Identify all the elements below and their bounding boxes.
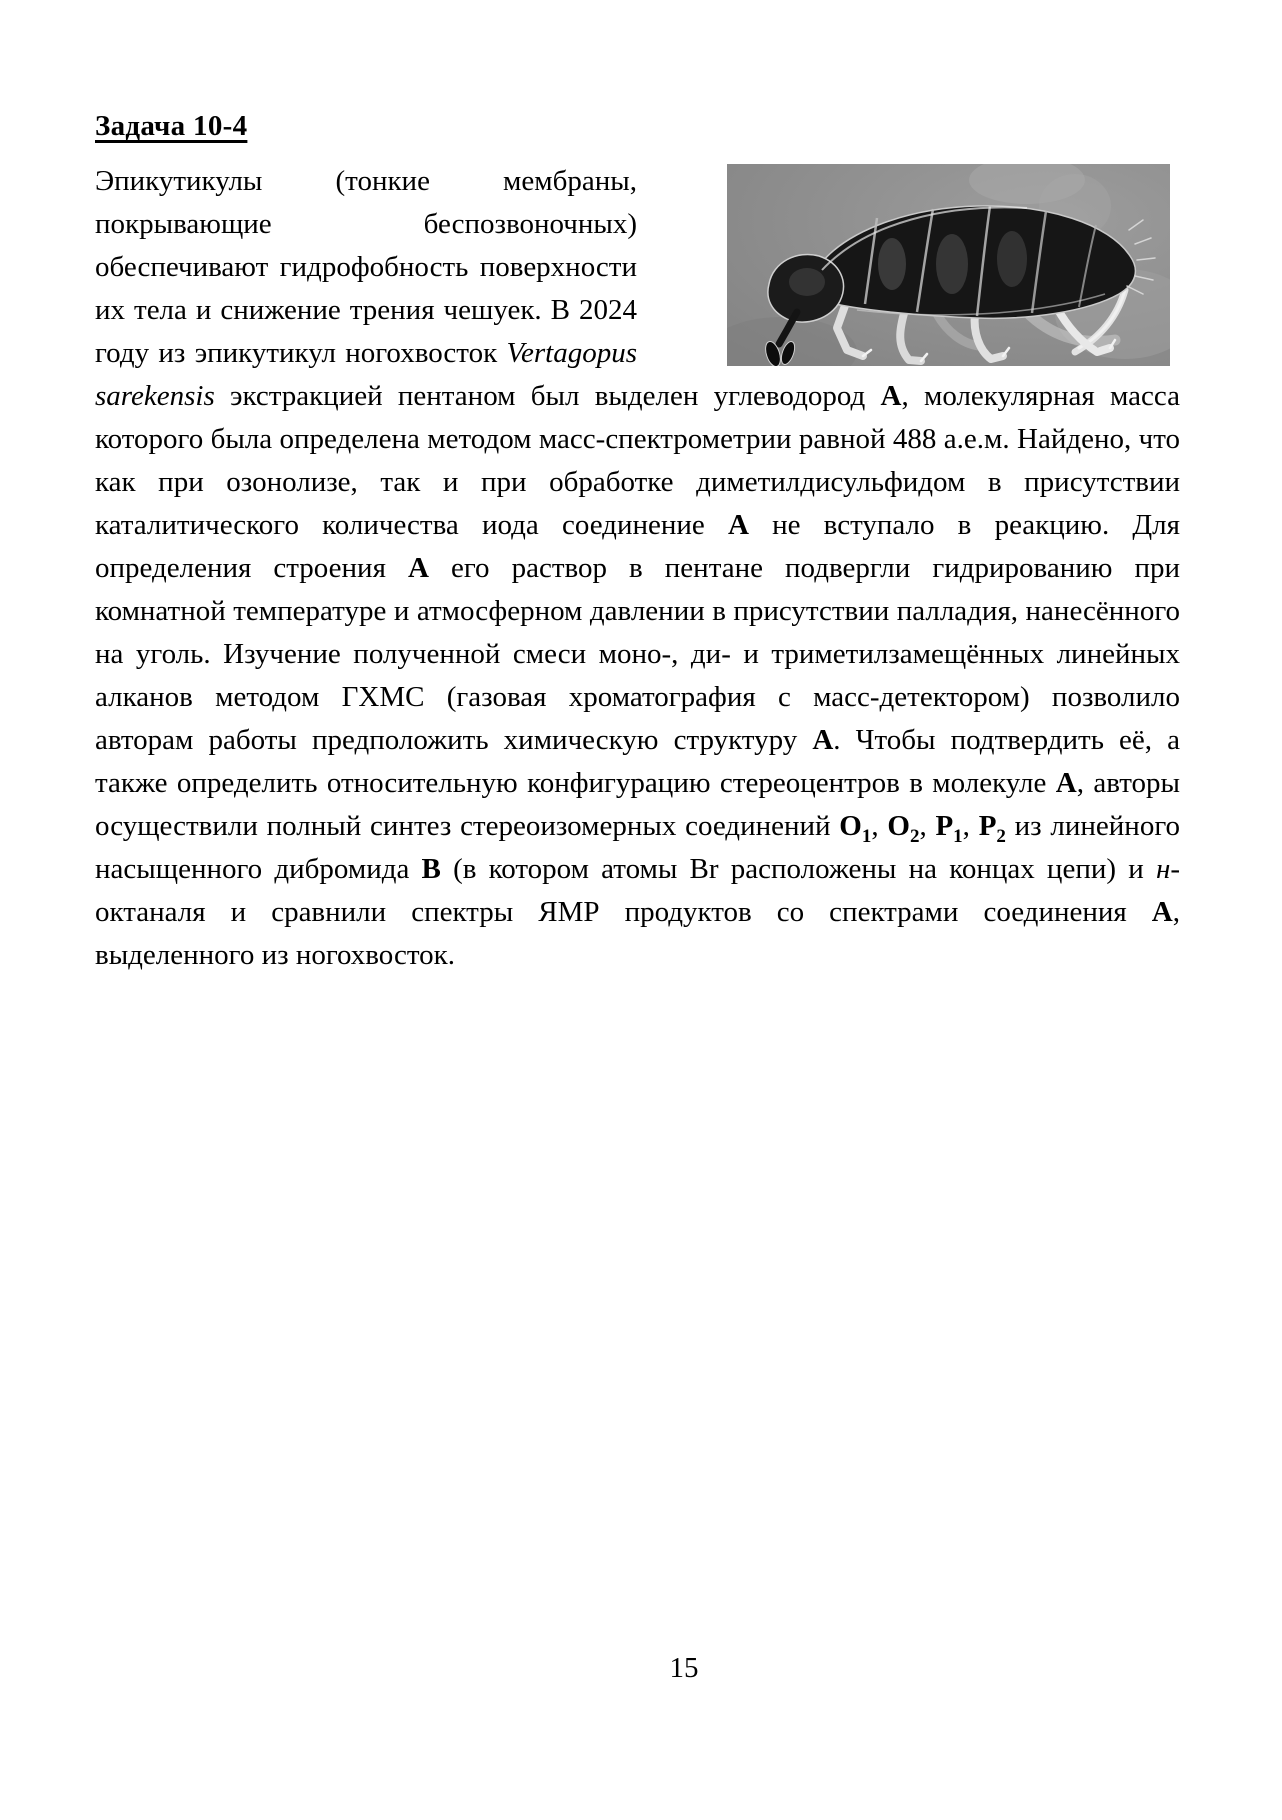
problem-content <box>95 105 1180 977</box>
springtail-photo-svg <box>727 164 1170 366</box>
page-number: 15 <box>669 1652 699 1684</box>
problem-paragraph: Эпикутикулы (тонкие мембраны, покрывающие беспозвоночных) обеспечивают гидрофобность поверхности их тела и снижение трения чешуек. В 2024 году из эпикутикул ногохвосток Vertagopus sarekensis экстракцией пентаном был выделен углеводород А, молекулярная масса которого была определена методом масс-спектрометрии равной 488 а.е.м. Найдено, что как при озонолизе, так и при обработке диметилдисульфидом в присутствии каталитического количества иода соединение А не вступало в реакцию. Для определения строения А его раствор в пентане подвергли гидрированию при комнатной температуре и атмосферном давлении в присутствии палладия, нанесённого на уголь. Изучение полученной смеси моно-, ди- и триметилзамещённых линейных алканов методом ГХМС (газовая хроматография с масс-детектором) позволило авторам работы предположить химическую структуру А. Чтобы подтвердить её, а также определить относительную конфигурацию стереоцентров в молекуле А, авторы осуществили полный синтез стереоизомерных соединений $О_1$, $О_2$, $Р_1$, $Р_2$ из линейного насыщенного дибромида В (в котором атомы Br расположены на концах цепи) и н-октаналя и сравнили спектры ЯМР продуктов со спектрами соединения А, выделенного из ногохвосток. <box>95 160 1180 977</box>
problem-title: Задача 10-4 <box>95 110 248 142</box>
springtail-photo <box>727 164 1170 366</box>
